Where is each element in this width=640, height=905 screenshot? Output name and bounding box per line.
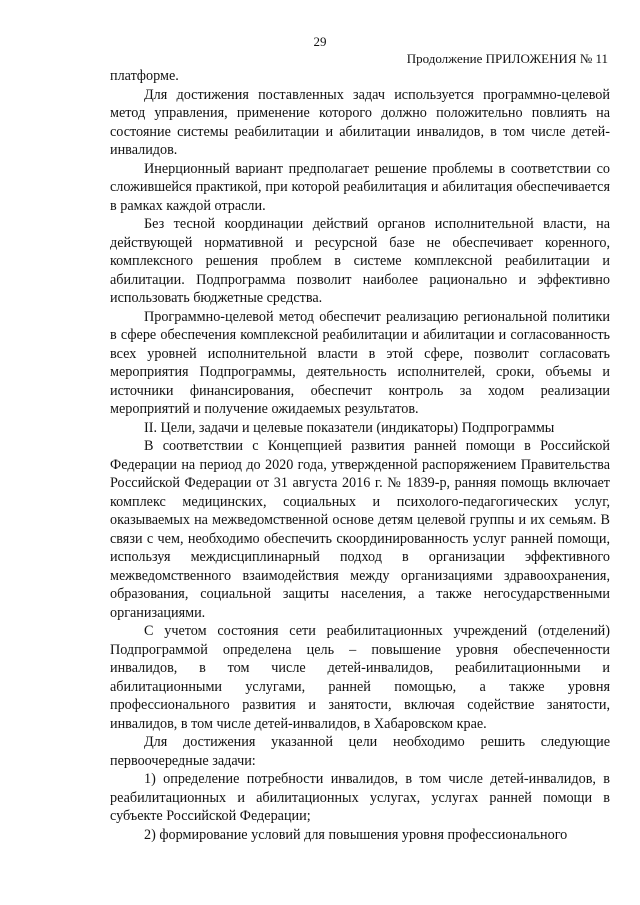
paragraph: Инерционный вариант предполагает решение проблемы в соответствии со сложившейся практикой, при которой реабилитация и абилитация обеспечивается в рамках каждой отрасли. [110,160,610,214]
document-body [110,67,610,844]
section-heading: II. Цели, задачи и целевые показатели (индикаторы) Подпрограммы [144,419,555,436]
paragraph: Для достижения поставленных задач используется программно-целевой метод управления, применение которого должно положительно повлиять на состояние системы реабилитации и абилитации инвалидов, в том числе детей-инвалидов. [110,86,610,158]
list-item: 1) определение потребности инвалидов, в том числе детей-инвалидов, в реабилитационных и абилитационных услугах, услугах ранней помощи в субъекте Российской Федерации; [110,771,610,824]
paragraph: Для достижения указанной цели необходимо решить следующие первоочередные задачи: [110,734,610,769]
appendix-label: Продолжение ПРИЛОЖЕНИЯ № 11 [406,51,608,66]
paragraph: В соответствии с Концепцией развития ранней помощи в Российской Федерации на период до 2020 года, утвержденной распоряжением Правительства Российской Федерации от 31 августа 2016 г. № 1839-р, ранняя помощь включает комплекс медицинских, социальных и психолого-педагогических услуг, оказываемых на межведомственной основе детям целевой группы и их семьям. В связи с чем, необходимо обеспечить скоординированность услуг ранней помощи, используя междисциплинарный подход в организации эффективного межведомственного взаимодействия между организациями здравоохранения, образования, социальной защиты населения, а также негосударственными организациями. [110,438,610,621]
list-item: 2) формирование условий для повышения уровня профессионального [144,826,568,843]
paragraph-continuation: платформе. [110,68,179,84]
paragraph: Программно-целевой метод обеспечит реализацию региональной политики в сфере обеспечения комплексной реабилитации и абилитации и согласованность всех уровней исполнительной власти в этой сфере, позволит согласовать мероприятия Подпрограммы, деятельность исполнителей, сроки, объемы и источники финансирования, обеспечит контроль за ходом реализации мероприятий и получение ожидаемых результатов. [110,308,610,417]
paragraph: Без тесной координации действий органов исполнительной власти, на действующей нормативной и ресурсной базе не обеспечивает коренного, комплексного решения проблем в системе комплексной реабилитации и абилитации. Подпрограмма позволит наиболее рационально и эффективно использовать бюджетные средства. [110,216,610,306]
page-number: 29 [313,34,327,49]
paragraph: С учетом состояния сети реабилитационных учреждений (отделений) Подпрограммой определена цель – повышение уровня обеспеченности инвалидов, в том числе детей-инвалидов, реабилитационными и абилитационными услугами, ранней помощью, а также уровня профессионального развития и занятости, включая содействие занятости, инвалидов, в том числе детей-инвалидов, в Хабаровском крае. [110,623,610,732]
